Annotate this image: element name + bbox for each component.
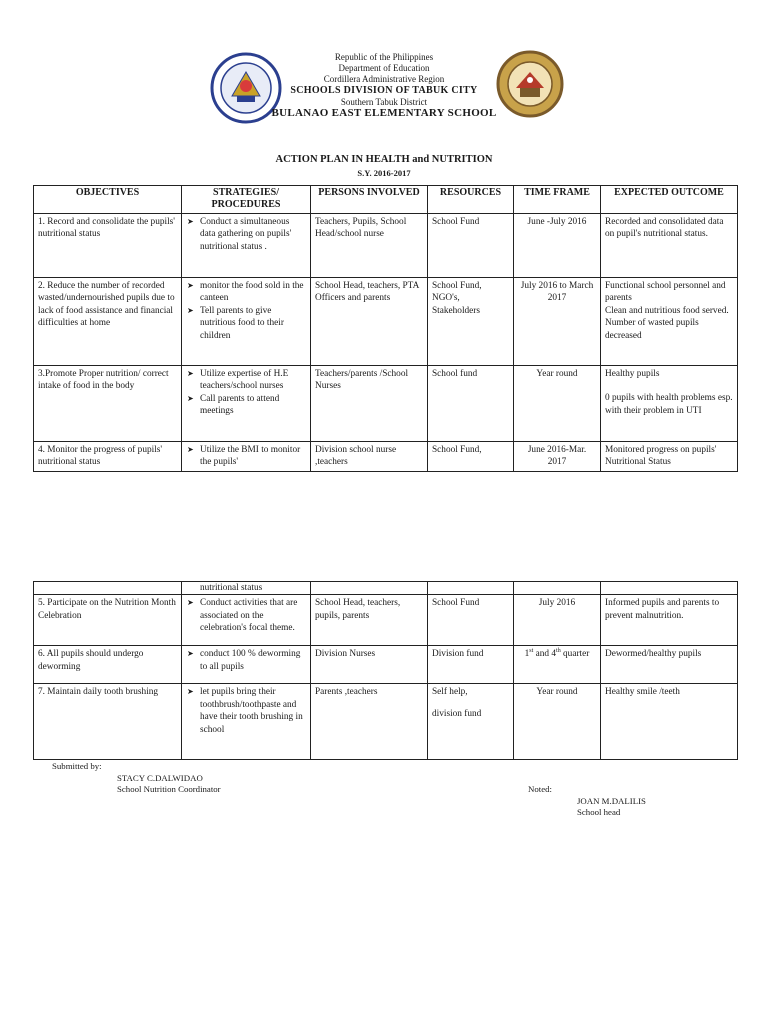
table-row bbox=[34, 646, 738, 684]
table-row bbox=[34, 366, 738, 442]
strategy-item: ➤ Utilize expertise of H.E teachers/school nurses bbox=[186, 368, 306, 393]
objective-cell: 5. Participate on the Nutrition Month Celebration bbox=[34, 595, 182, 646]
persons-cell: Teachers, Pupils, School Head/school nurse bbox=[311, 214, 428, 278]
outcome-cell bbox=[601, 646, 738, 684]
objective-cell: 2. Reduce the number of recorded wasted/undernourished pupils due to lack of food assistance and financial difficulties at home bbox=[34, 278, 182, 366]
table-header-row bbox=[34, 186, 738, 214]
timeframe-part: quarter bbox=[560, 649, 590, 660]
timeframe-cell: June 2016-Mar. 2017 bbox=[514, 442, 601, 472]
strategy-item: ➤ Tell parents to give nutritious food to their children bbox=[186, 305, 306, 342]
timeframe-part: 1 bbox=[524, 649, 530, 660]
strategy-cell bbox=[182, 646, 311, 684]
outcome-cell bbox=[601, 442, 738, 472]
objective-cell bbox=[34, 582, 182, 595]
persons-cell: Teachers/parents /School Nurses bbox=[311, 366, 428, 442]
outcome-item: Healthy pupils bbox=[605, 369, 660, 379]
outcome-item: Healthy smile /teeth bbox=[605, 687, 680, 698]
resource-item: division fund bbox=[432, 708, 482, 719]
resource-item: Self help, bbox=[432, 687, 468, 698]
timeframe-cell: Year round bbox=[514, 366, 601, 442]
strategy-item: ➤ Conduct a simultaneous data gathering on pupils' nutritional status . bbox=[186, 216, 306, 253]
table-row bbox=[34, 214, 738, 278]
strategy-item: ➤ conduct 100 % deworming to all pupils bbox=[186, 648, 306, 673]
persons-cell: Parents ,teachers bbox=[311, 684, 428, 760]
header-school-name: BULANAO EAST ELEMENTARY SCHOOL bbox=[271, 107, 497, 119]
header-district: Southern Tabuk District bbox=[340, 97, 428, 107]
persons-cell: Division school nurse ,teachers bbox=[311, 442, 428, 472]
timeframe-cell bbox=[514, 582, 601, 595]
strategy-cell bbox=[182, 582, 311, 595]
table-row bbox=[34, 278, 738, 366]
outcome-item: Clean and nutritious food served. bbox=[605, 305, 729, 316]
timeframe-cell: Year round bbox=[514, 684, 601, 760]
persons-cell: Division Nurses bbox=[311, 646, 428, 684]
objective-cell: 3.Promote Proper nutrition/ correct intake of food in the body bbox=[34, 366, 182, 442]
noted-label: Noted: bbox=[528, 784, 552, 794]
submitter-title: School Nutrition Coordinator bbox=[117, 784, 221, 794]
outcome-cell bbox=[601, 278, 738, 366]
persons-cell: School Head, teachers, pupils, parents bbox=[311, 595, 428, 646]
strategy-cell bbox=[182, 595, 311, 646]
strategy-cell bbox=[182, 366, 311, 442]
strategy-cell bbox=[182, 214, 311, 278]
persons-cell bbox=[311, 582, 428, 595]
objective-cell: 4. Monitor the progress of pupils' nutritional status bbox=[34, 442, 182, 472]
strategy-item: nutritional status bbox=[200, 583, 263, 593]
col-persons: PERSONS INVOLVED bbox=[311, 186, 428, 214]
table-row bbox=[34, 595, 738, 646]
school-year: S.Y. 2016-2017 bbox=[357, 168, 411, 178]
outcome-cell bbox=[601, 595, 738, 646]
strategy-item: ➤ Conduct activities that are associated on the celebration's focal theme. bbox=[186, 597, 306, 634]
table-row bbox=[34, 684, 738, 760]
header-department: Department of Education bbox=[338, 63, 430, 73]
objective-cell: 7. Maintain daily tooth brushing bbox=[34, 684, 182, 760]
timeframe-sup: th bbox=[556, 648, 561, 655]
resources-cell: School Fund, NGO's, Stakeholders bbox=[428, 278, 514, 366]
resources-cell: School fund bbox=[428, 366, 514, 442]
timeframe-cell: July 2016 bbox=[514, 595, 601, 646]
noter-name: JOAN M.DALILIS bbox=[577, 796, 646, 806]
col-objectives: OBJECTIVES bbox=[34, 186, 182, 214]
timeframe-cell: June -July 2016 bbox=[514, 214, 601, 278]
strategy-item: ➤ let pupils bring their toothbrush/toothpaste and have their tooth brushing in school bbox=[186, 686, 306, 736]
strategy-item: ➤ Utilize the BMI to monitor the pupils' bbox=[186, 444, 306, 469]
outcome-item: Number of wasted pupils decreased bbox=[605, 318, 699, 341]
timeframe-part: and 4 bbox=[533, 649, 557, 660]
outcome-item: Functional school personnel and parents bbox=[605, 281, 726, 304]
outcome-item: Recorded and consolidated data on pupil's nutritional status. bbox=[605, 217, 724, 240]
outcome-item: Monitored progress on pupils' Nutritional Status bbox=[605, 445, 717, 468]
col-strategies: STRATEGIES/ PROCEDURES bbox=[182, 186, 311, 214]
submitter-name: STACY C.DALWIDAO bbox=[117, 773, 203, 783]
strategy-item: ➤ Call parents to attend meetings bbox=[186, 393, 306, 418]
resources-cell: School Fund, bbox=[428, 442, 514, 472]
resources-cell: Division fund bbox=[428, 646, 514, 684]
outcome-item: Informed pupils and parents to prevent malnutrition. bbox=[605, 598, 720, 621]
outcome-item: 0 pupils with health problems esp. with their problem in UTI bbox=[605, 393, 733, 416]
submitted-by-label: Submitted by: bbox=[52, 761, 102, 771]
outcome-cell bbox=[601, 684, 738, 760]
resources-cell bbox=[428, 582, 514, 595]
header-republic: Republic of the Philippines bbox=[334, 52, 434, 62]
document-title: ACTION PLAN IN HEALTH and NUTRITION bbox=[275, 154, 493, 165]
col-expected-outcome: EXPECTED OUTCOME bbox=[601, 186, 738, 214]
strategy-cell bbox=[182, 684, 311, 760]
strategy-item: ➤ monitor the food sold in the canteen bbox=[186, 280, 306, 305]
strategy-cell bbox=[182, 442, 311, 472]
resources-cell: School Fund bbox=[428, 214, 514, 278]
outcome-cell bbox=[601, 214, 738, 278]
objective-cell: 6. All pupils should undergo deworming bbox=[34, 646, 182, 684]
col-resources: RESOURCES bbox=[428, 186, 514, 214]
outcome-item: Dewormed/healthy pupils bbox=[605, 649, 702, 660]
table-row bbox=[34, 442, 738, 472]
resources-cell bbox=[428, 684, 514, 760]
action-plan-table-continued bbox=[33, 581, 738, 760]
header-division: SCHOOLS DIVISION OF TABUK CITY bbox=[290, 85, 478, 96]
strategy-cell bbox=[182, 278, 311, 366]
timeframe-sup: st bbox=[529, 648, 534, 655]
timeframe-cell: July 2016 to March 2017 bbox=[514, 278, 601, 366]
table-row bbox=[34, 582, 738, 595]
persons-cell: School Head, teachers, PTA Officers and parents bbox=[311, 278, 428, 366]
objective-cell: 1. Record and consolidate the pupils' nutritional status bbox=[34, 214, 182, 278]
action-plan-table bbox=[33, 185, 738, 472]
col-time-frame: TIME FRAME bbox=[514, 186, 601, 214]
outcome-cell bbox=[601, 582, 738, 595]
timeframe-cell bbox=[514, 646, 601, 684]
outcome-cell bbox=[601, 366, 738, 442]
resources-cell: School Fund bbox=[428, 595, 514, 646]
noter-title: School head bbox=[577, 807, 621, 817]
header-region: Cordillera Administrative Region bbox=[323, 74, 445, 84]
